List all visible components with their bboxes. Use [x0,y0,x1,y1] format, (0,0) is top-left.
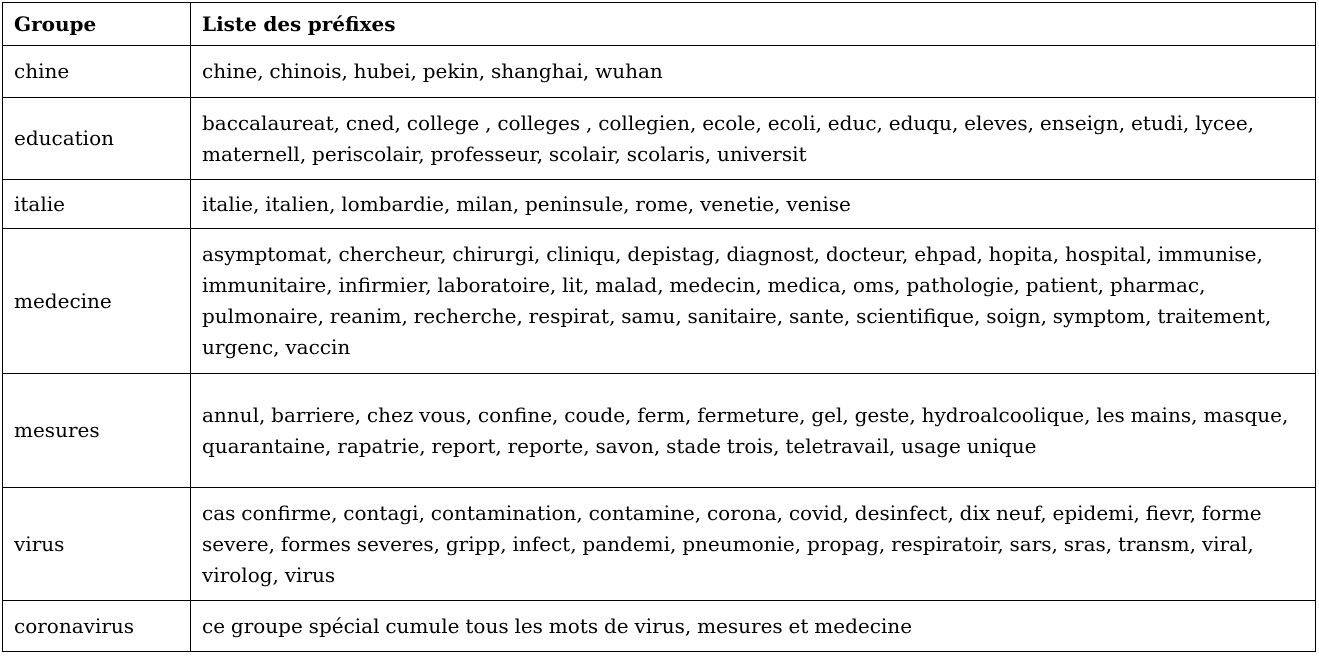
group-cell: chine [3,46,191,98]
header-prefixes: Liste des préfixes [191,3,1316,46]
prefixes-cell: chine, chinois, hubei, pekin, shanghai, wuhan [191,46,1316,98]
table-header [3,3,1316,46]
table-row [3,46,1316,98]
header-group: Groupe [3,3,191,46]
prefix-table [2,2,1316,652]
prefixes-cell: italie, italien, lombardie, milan, peninsule, rome, venetie, venise [191,180,1316,229]
table-row [3,229,1316,374]
table-row [3,488,1316,601]
group-cell: education [3,98,191,180]
table-body [3,46,1316,652]
group-cell: medecine [3,229,191,374]
group-cell: mesures [3,374,191,488]
prefixes-cell: cas confirme, contagi, contamination, contamine, corona, covid, desinfect, dix neuf, epidemi, fievr, forme severe, formes severes, gripp, infect, pandemi, pneumonie, propag, respiratoir, sars, sras, transm, viral, virolog, virus [191,488,1316,601]
group-cell: italie [3,180,191,229]
table-row [3,374,1316,488]
table-row [3,98,1316,180]
prefixes-cell: baccalaureat, cned, college , colleges , collegien, ecole, ecoli, educ, eduqu, eleves, enseign, etudi, lycee, maternell, periscolair, professeur, scolair, scolaris, universit [191,98,1316,180]
prefixes-cell: asymptomat, chercheur, chirurgi, cliniqu, depistag, diagnost, docteur, ehpad, hopita, hospital, immunise, immunitaire, infirmier, laboratoire, lit, malad, medecin, medica, oms, pathologie, patient, pharmac, pulmonaire, reanim, recherche, respirat, samu, sanitaire, sante, scientifique, soign, symptom, traitement, urgenc, vaccin [191,229,1316,374]
header-row [3,3,1316,46]
table-row [3,601,1316,652]
table-row [3,180,1316,229]
group-cell: coronavirus [3,601,191,652]
prefixes-cell: ce groupe spécial cumule tous les mots de virus, mesures et medecine [191,601,1316,652]
prefixes-cell: annul, barriere, chez vous, confine, coude, ferm, fermeture, gel, geste, hydroalcoolique, les mains, masque, quarantaine, rapatrie, report, reporte, savon, stade trois, teletravail, usage unique [191,374,1316,488]
group-cell: virus [3,488,191,601]
